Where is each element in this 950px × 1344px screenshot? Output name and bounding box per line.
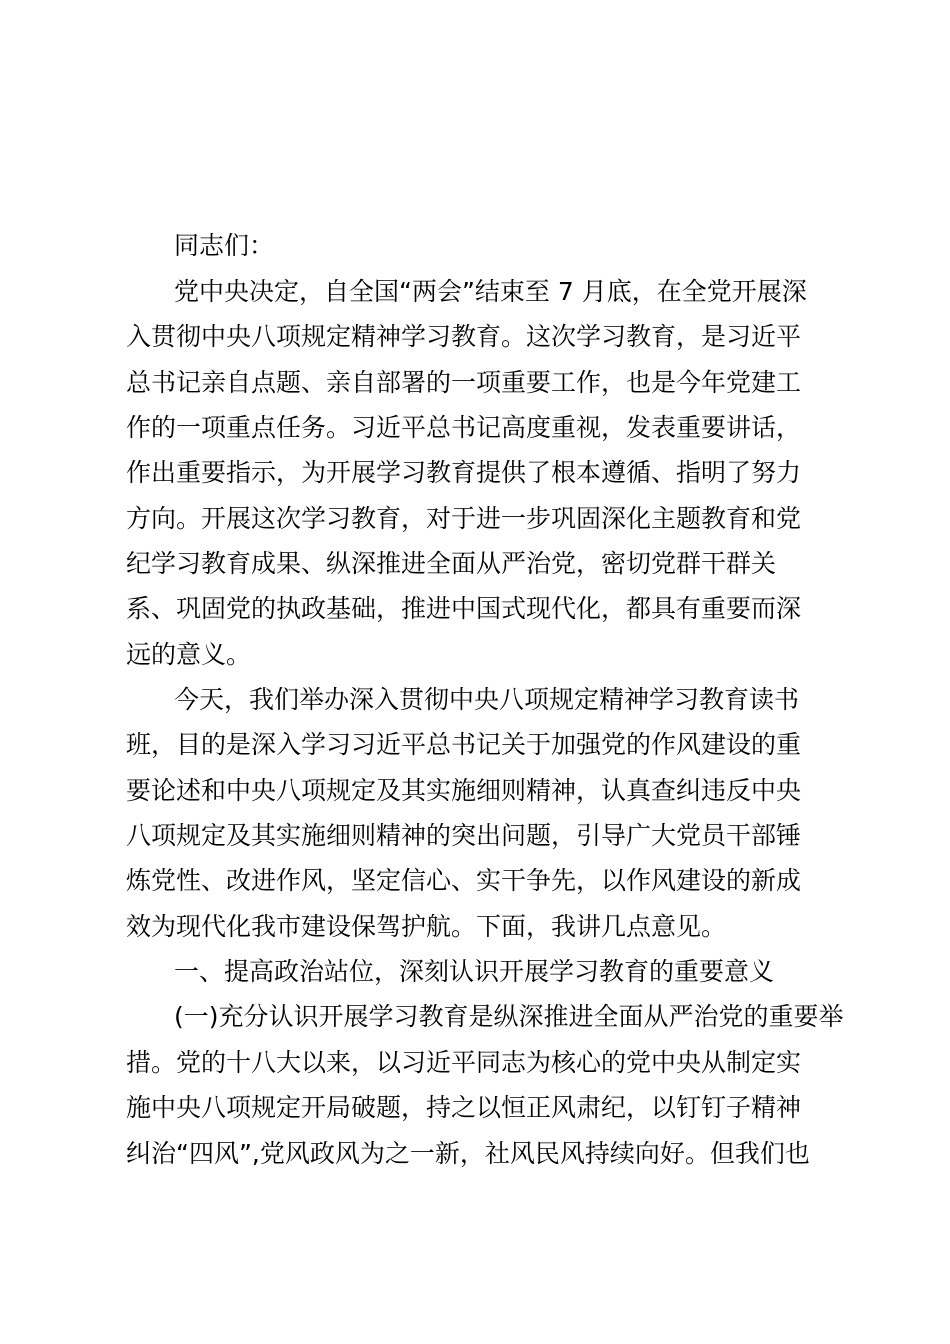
paragraph-3-line-2: 措。党的十八大以来，以习近平同志为核心的党中央从制定实 bbox=[126, 1048, 802, 1077]
paragraph-2-line-3: 要论述和中央八项规定及其实施细则精神，认真查纠违反中央 bbox=[126, 776, 802, 805]
paragraph-2-line-2: 班，目的是深入学习习近平总书记关于加强党的作风建设的重 bbox=[126, 730, 802, 759]
salutation-line: 同志们： bbox=[174, 231, 275, 260]
paragraph-1-line-5: 作出重要指示，为开展学习教育提供了根本遵循、指明了努力 bbox=[126, 458, 802, 487]
paragraph-2-line-4: 八项规定及其实施细则精神的突出问题，引导广大党员干部锤 bbox=[126, 821, 802, 850]
paragraph-1-line-1: 党中央决定，自全国“两会”结束至 7 月底，在全党开展深 bbox=[174, 277, 807, 306]
paragraph-1-line-9: 远的意义。 bbox=[126, 640, 252, 669]
paragraph-2-line-5: 炼党性、改进作风，坚定信心、实干争先，以作风建设的新成 bbox=[126, 866, 802, 895]
paragraph-1-line-7: 纪学习教育成果、纵深推进全面从严治党，密切党群干群关 bbox=[126, 549, 777, 578]
paragraph-3-line-3: 施中央八项规定开局破题，持之以恒正风肃纪，以钉钉子精神 bbox=[126, 1093, 802, 1122]
paragraph-3-line-4: 纠治“四风”,党风政风为之一新，社风民风持续向好。但我们也 bbox=[126, 1139, 810, 1168]
paragraph-1-line-6: 方向。开展这次学习教育，对于进一步巩固深化主题教育和党 bbox=[126, 504, 802, 533]
paragraph-2-line-6: 效为现代化我市建设保驾护航。下面，我讲几点意见。 bbox=[126, 912, 727, 941]
section-heading-1: 一、提高政治站位，深刻认识开展学习教育的重要意义 bbox=[174, 957, 775, 986]
paragraph-3-line-1: (一)充分认识开展学习教育是纵深推进全面从严治党的重要举 bbox=[174, 1002, 844, 1031]
paragraph-1-line-8: 系、巩固党的执政基础，推进中国式现代化，都具有重要而深 bbox=[126, 594, 802, 623]
paragraph-1-line-3: 总书记亲自点题、亲自部署的一项重要工作，也是今年党建工 bbox=[126, 368, 802, 397]
paragraph-1-line-4: 作的一项重点任务。习近平总书记高度重视，发表重要讲话， bbox=[126, 413, 802, 442]
paragraph-2-line-1: 今天，我们举办深入贯彻中央八项规定精神学习教育读书 bbox=[174, 685, 800, 714]
paragraph-1-line-2: 入贯彻中央八项规定精神学习教育。这次学习教育，是习近平 bbox=[126, 322, 802, 351]
